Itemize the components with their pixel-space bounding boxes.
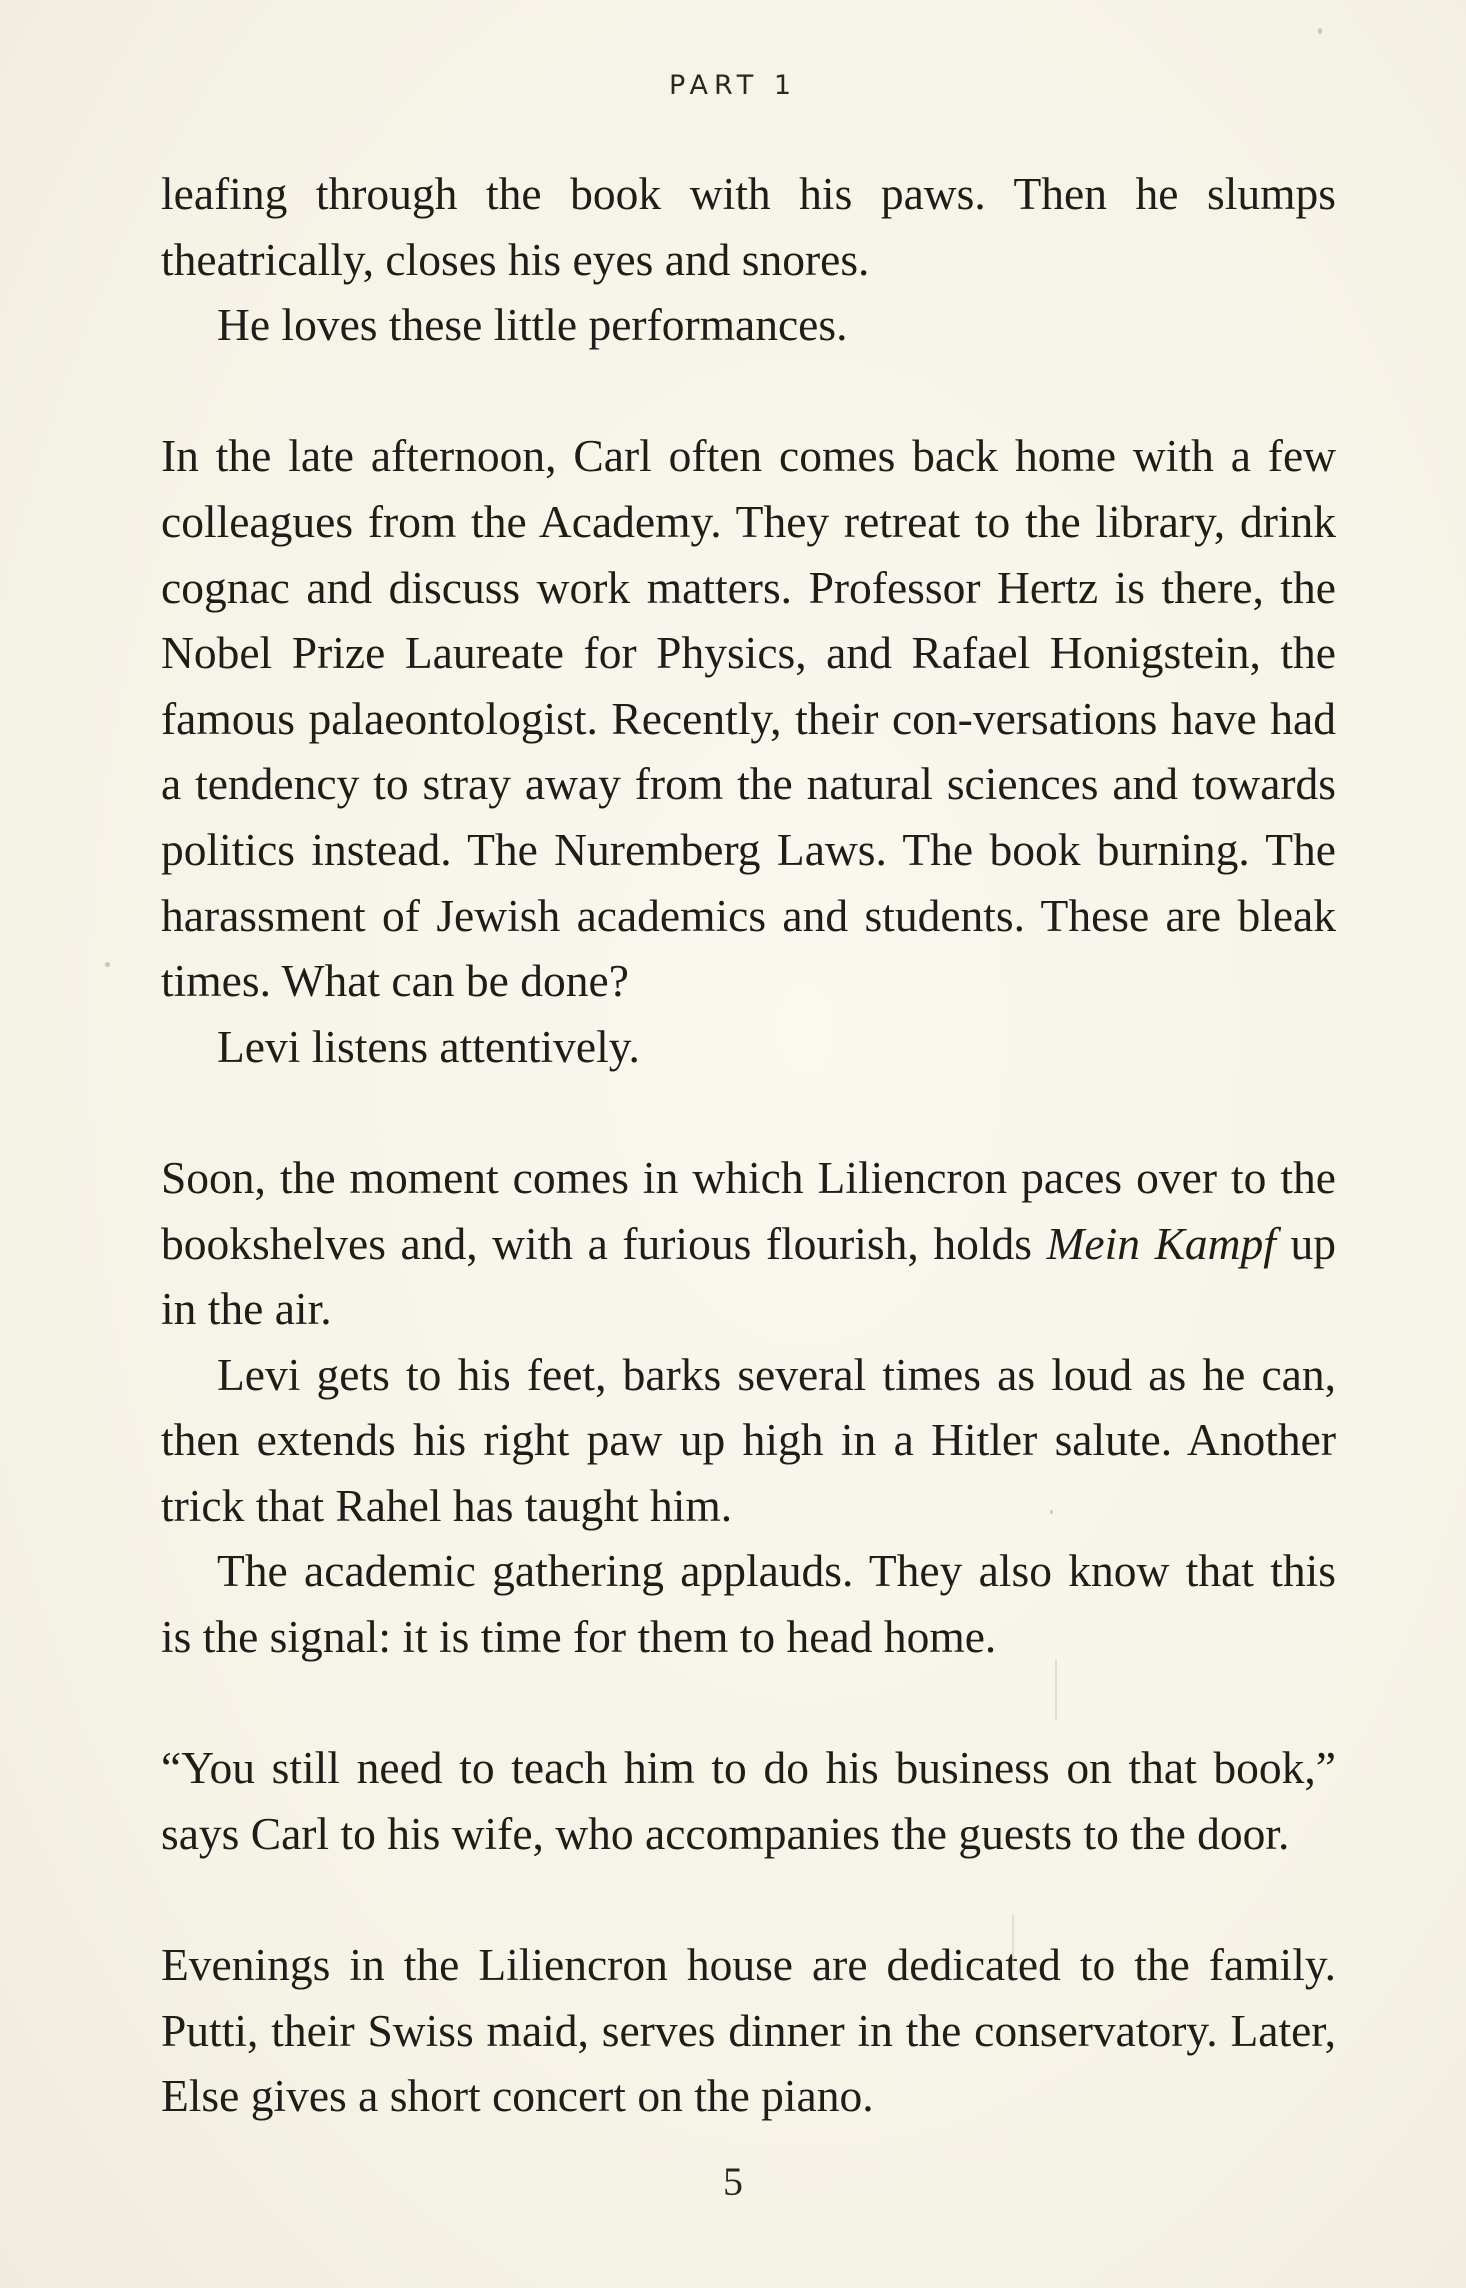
paragraph-section-start: Evenings in the Liliencron house are dedicated to the family. Putti, their Swiss maid, serves dinner in the conservatory. Later, Else gives a short concert on the piano. xyxy=(161,1939,1336,2122)
paragraph-text: up in the air. xyxy=(161,1217,1336,1335)
scan-scratch xyxy=(1055,1660,1057,1720)
paragraph: He loves these little performances. xyxy=(217,299,848,351)
running-head: PART 1 xyxy=(668,70,798,101)
scan-speck xyxy=(1318,28,1322,34)
page-number: 5 xyxy=(723,2159,743,2204)
paragraph: Levi gets to his feet, barks several times as loud as he can, then extends his right paw up high in a Hitler salute. Another trick that Rahel has taught him. xyxy=(161,1348,1336,1531)
book-title-italic: Mein Kampf xyxy=(1046,1217,1276,1269)
scan-speck xyxy=(1050,1510,1053,1514)
paragraph-section-start: In the late afternoon, Carl often comes back home with a few colleagues from the Academy. They retreat to the library, drink cognac and discuss work matters. Professor Hertz is there, the Nobel Prize Laureate for Physics, and Rafael Honigstein, the famous palaeontologist. Recently, their con-versations have had a tendency to stray away from the natural sciences and towards politics instead. The Nuremberg Laws. The book burning. The harassment of Jewish academics and students. These are bleak times. What can be done? xyxy=(161,430,1336,1007)
scan-speck xyxy=(105,962,110,967)
paragraph: Levi listens attentively. xyxy=(217,1020,640,1072)
paragraph-section-start xyxy=(161,1145,1336,1342)
paragraph-section-start: “You still need to teach him to do his business on that book,” says Carl to his wife, who accompanies the guests to the door. xyxy=(161,1742,1336,1859)
scan-scratch xyxy=(1012,1915,1014,1970)
paragraph-text: Soon, the moment comes in which Liliencron paces over to the bookshelves and, with a furious flourish, holds xyxy=(161,1151,1336,1269)
paragraph: The academic gathering applauds. They also know that this is the signal: it is time for them to head home. xyxy=(161,1545,1336,1663)
paragraph-continued: leafing through the book with his paws. Then he slumps theatrically, closes his eyes and snores. xyxy=(161,168,1336,285)
body-text xyxy=(161,161,1336,2129)
